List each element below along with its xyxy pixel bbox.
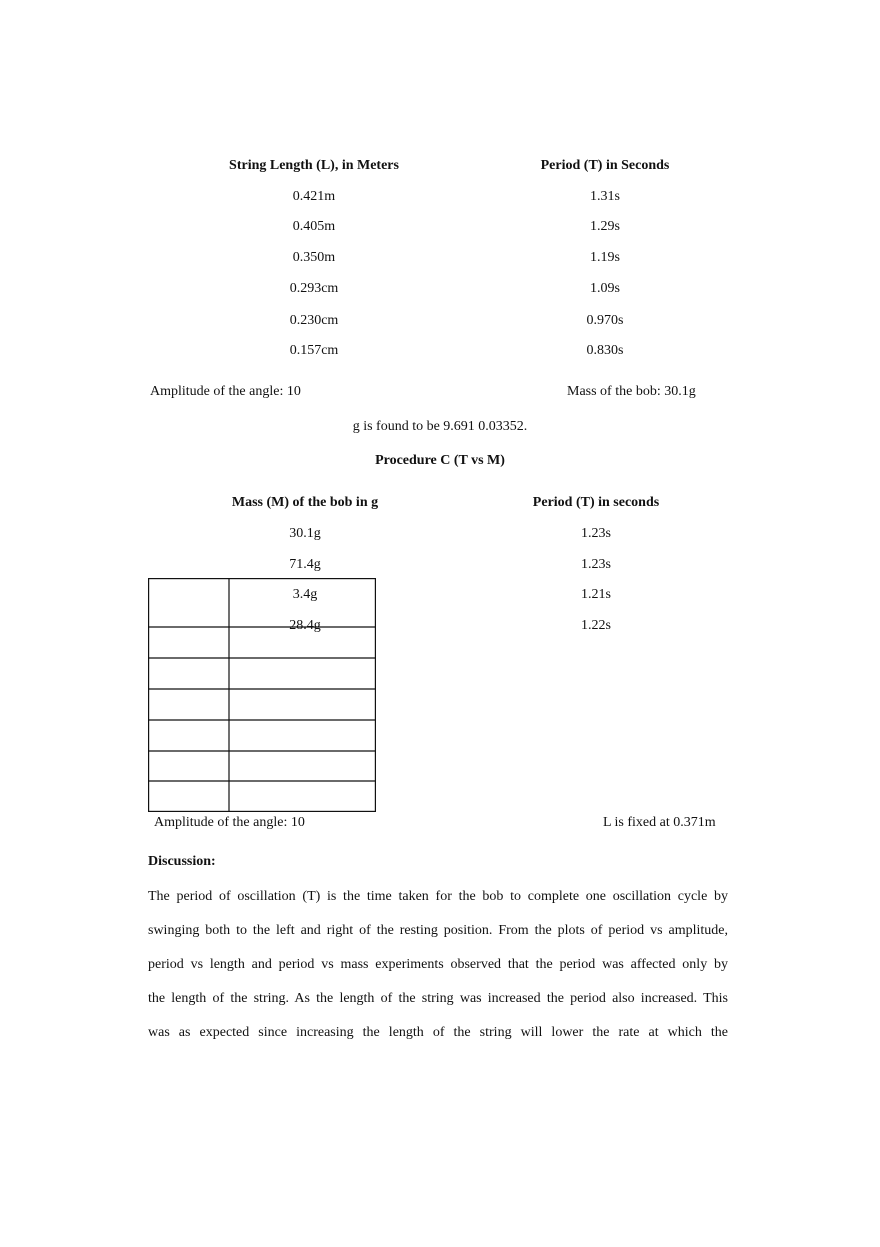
l-fixed-note: L is fixed at 0.371m xyxy=(603,815,716,830)
period-cell: 1.21s xyxy=(581,587,611,602)
period-cell: 1.09s xyxy=(590,281,620,296)
period-cell: 1.23s xyxy=(581,526,611,541)
discussion-heading: Discussion: xyxy=(148,854,216,869)
discussion-line: was as expected since increasing the length of the string will lower the rate at which the xyxy=(148,1025,728,1040)
mass-column-header: Mass (M) of the bob in g xyxy=(231,495,379,510)
mass-cell: 3.4g xyxy=(292,587,318,602)
period-cell: 1.31s xyxy=(590,189,620,204)
length-cell: 0.405m xyxy=(292,219,336,234)
period-column-header: Period (T) in seconds xyxy=(532,495,660,510)
length-cell: 0.421m xyxy=(292,189,336,204)
length-cell: 0.230cm xyxy=(289,313,339,328)
length-cell: 0.157cm xyxy=(289,343,339,358)
discussion-line: swinging both to the left and right of the resting position. From the plots of period vs amplitude, xyxy=(148,923,728,938)
discussion-line: period vs length and period vs mass experiments observed that the period was affected only by xyxy=(148,957,728,972)
amplitude-note: Amplitude of the angle: 10 xyxy=(150,384,301,399)
period-cell: 1.19s xyxy=(590,250,620,265)
period-cell: 1.29s xyxy=(590,219,620,234)
length-cell: 0.293cm xyxy=(289,281,339,296)
period-cell: 0.970s xyxy=(586,313,624,328)
length-column-header: String Length (L), in Meters xyxy=(229,158,399,173)
period-cell: 1.22s xyxy=(581,618,611,633)
procedure-c-title: Procedure C (T vs M) xyxy=(375,453,505,468)
empty-table-grid xyxy=(148,578,376,812)
mass-cell: 71.4g xyxy=(289,557,321,572)
period-column-header: Period (T) in Seconds xyxy=(540,158,670,173)
mass-cell: 28.4g xyxy=(289,618,321,633)
g-result: g is found to be 9.691 0.03352. xyxy=(352,419,528,434)
period-cell: 1.23s xyxy=(581,557,611,572)
length-cell: 0.350m xyxy=(292,250,336,265)
period-cell: 0.830s xyxy=(586,343,624,358)
discussion-line: the length of the string. As the length of the string was increased the period also increased. This xyxy=(148,991,728,1006)
mass-note: Mass of the bob: 30.1g xyxy=(567,384,696,399)
mass-cell: 30.1g xyxy=(289,526,321,541)
discussion-line: The period of oscillation (T) is the time taken for the bob to complete one oscillation cycle by xyxy=(148,889,728,904)
amplitude-note: Amplitude of the angle: 10 xyxy=(154,815,305,830)
